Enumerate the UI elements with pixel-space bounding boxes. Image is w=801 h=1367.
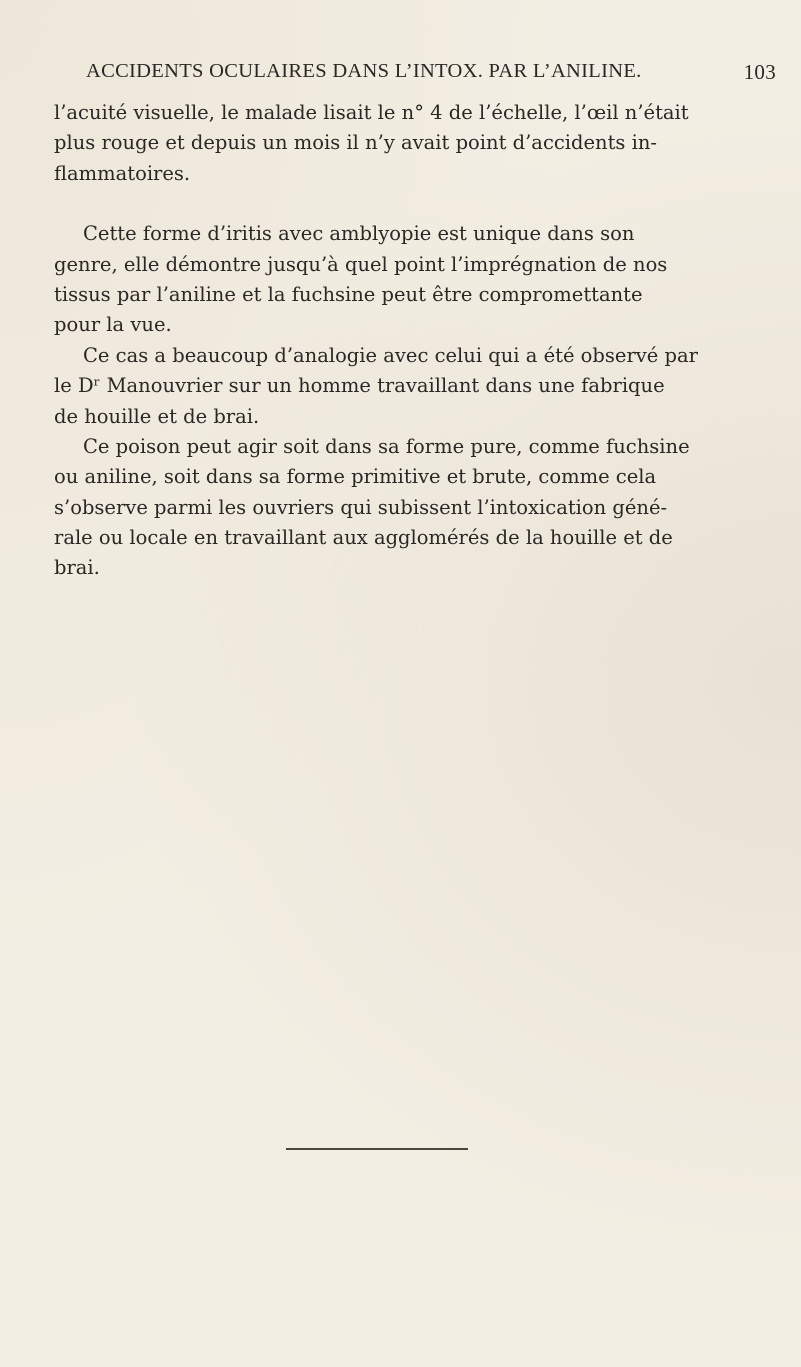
text-line: rale ou locale en travaillant aux agglomérés de la houille et de	[54, 526, 673, 550]
text-line: de houille et de brai.	[54, 404, 260, 428]
text-line: pour la vue.	[54, 313, 172, 337]
text-line: flammatoires.	[54, 161, 191, 185]
text-line: tissus par l’aniline et la fuchsine peut être compromettante	[54, 282, 643, 306]
text-line: Cette forme d’iritis avec amblyopie est unique dans son	[83, 222, 635, 246]
body-text	[54, 98, 784, 584]
text-line: le Dʳ Manouvrier sur un homme travaillant dans une fabrique	[54, 374, 665, 398]
page-number: 103	[743, 60, 776, 84]
running-title: ACCIDENTS OCULAIRES DANS L’INTOX. PAR L’ANILINE.	[86, 60, 642, 82]
running-head	[86, 60, 776, 90]
section-rule	[286, 1148, 468, 1150]
text-line: s’observe parmi les ouvriers qui subissent l’intoxication géné-	[54, 495, 668, 519]
text-line: plus rouge et depuis un mois il n’y avait point d’accidents in-	[54, 131, 658, 155]
text-line: genre, elle démontre jusqu’à quel point l’imprégnation de nos	[54, 252, 668, 276]
text-line: ou aniline, soit dans sa forme primitive et brute, comme cela	[54, 465, 657, 489]
text-line: l’acuité visuelle, le malade lisait le n° 4 de l’échelle, l’œil n’était	[54, 101, 689, 124]
text-line: Ce cas a beaucoup d’analogie avec celui qui a été observé par	[83, 343, 698, 367]
paragraph-gap	[54, 189, 784, 219]
text-line: Ce poison peut agir soit dans sa forme pure, comme fuchsine	[83, 434, 690, 458]
text-line: brai.	[54, 556, 100, 580]
